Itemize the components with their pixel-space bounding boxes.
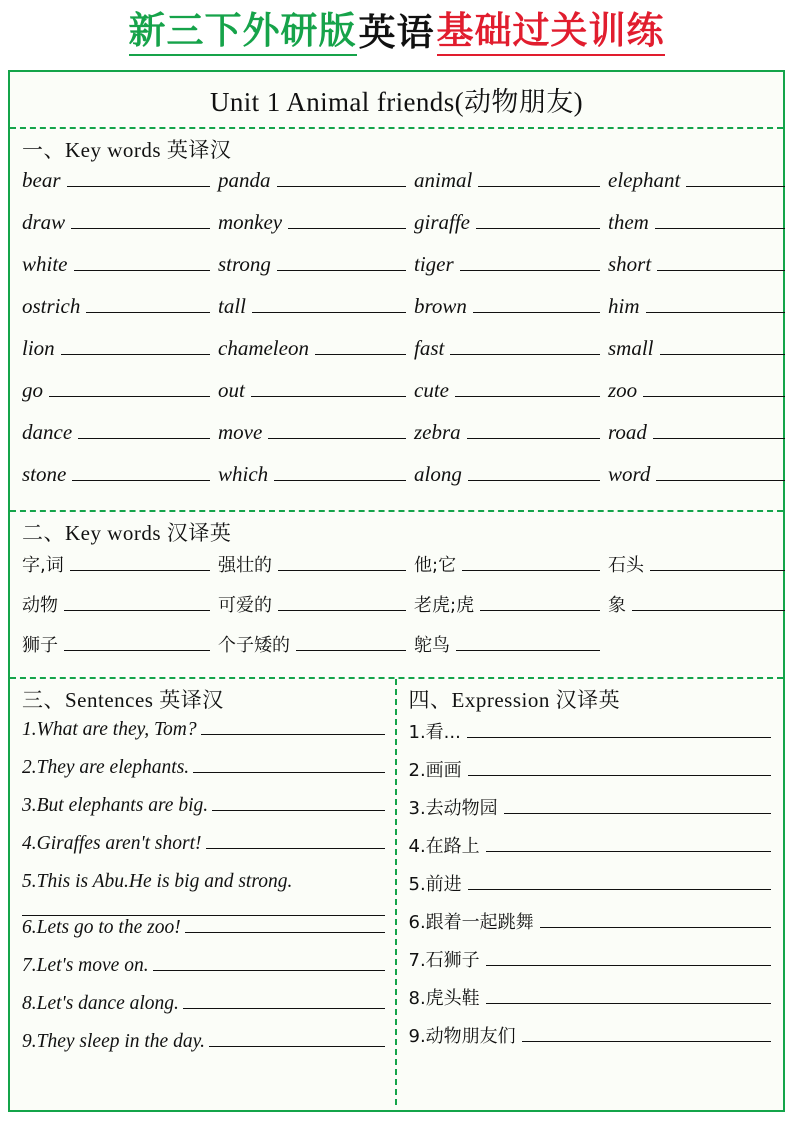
word-label: road xyxy=(608,420,647,444)
section-sentences xyxy=(10,679,397,1105)
answer-blank[interactable] xyxy=(656,462,785,481)
title-segment-red: 基础过关训练 xyxy=(437,13,665,56)
word-label: them xyxy=(608,210,649,234)
word-item xyxy=(414,336,608,378)
expression-text: 7.石狮子 xyxy=(408,950,480,971)
answer-blank[interactable] xyxy=(206,832,385,849)
word-label: ostrich xyxy=(22,294,81,318)
word-label: draw xyxy=(22,210,66,234)
word-item xyxy=(218,551,414,591)
word-item xyxy=(22,591,218,631)
word-label: 老虎;虎 xyxy=(414,595,475,616)
expression-item xyxy=(409,756,772,794)
unit-heading: Unit 1 Animal friends(动物朋友) xyxy=(10,72,783,129)
word-item xyxy=(22,378,218,420)
sentence-text: 8.Let's dance along. xyxy=(22,993,179,1015)
section4-expression-list xyxy=(397,716,784,1060)
sentence-item xyxy=(22,992,385,1030)
answer-blank[interactable] xyxy=(480,594,600,611)
word-item xyxy=(22,462,218,504)
word-label: bear xyxy=(22,168,61,192)
word-label: cute xyxy=(414,378,449,402)
answer-blank[interactable] xyxy=(486,987,771,1004)
word-item xyxy=(22,420,218,462)
word-item xyxy=(414,294,608,336)
word-item xyxy=(414,252,608,294)
section1-heading: 一、Key words 英译汉 xyxy=(22,138,232,162)
word-label: 狮子 xyxy=(22,635,58,656)
expression-text: 5.前进 xyxy=(408,874,462,895)
section-key-words-cn-en xyxy=(10,512,783,679)
word-label: go xyxy=(22,378,43,402)
answer-blank[interactable] xyxy=(67,168,211,187)
word-label: which xyxy=(218,462,269,486)
word-item xyxy=(608,378,793,420)
answer-blank[interactable] xyxy=(540,911,771,928)
word-label: along xyxy=(414,462,462,486)
word-item xyxy=(218,168,414,210)
answer-blank[interactable] xyxy=(74,252,211,271)
answer-blank[interactable] xyxy=(650,554,785,571)
word-label: giraffe xyxy=(414,210,470,234)
answer-blank[interactable] xyxy=(643,378,785,397)
word-item xyxy=(414,551,608,591)
answer-blank[interactable] xyxy=(462,554,600,571)
word-item xyxy=(22,210,218,252)
answer-blank[interactable] xyxy=(288,210,406,229)
answer-blank[interactable] xyxy=(274,462,406,481)
word-item xyxy=(218,252,414,294)
sentence-text: 7.Let's move on. xyxy=(22,955,149,977)
expression-item xyxy=(409,946,772,984)
expression-item xyxy=(409,984,772,1022)
answer-blank[interactable] xyxy=(277,168,407,187)
expression-text: 1.看... xyxy=(408,722,461,743)
word-item xyxy=(22,336,218,378)
expression-text: 9.动物朋友们 xyxy=(408,1026,516,1047)
answer-blank[interactable] xyxy=(22,894,385,916)
word-label: lion xyxy=(22,336,55,360)
word-label: 强壮的 xyxy=(218,555,272,576)
word-item xyxy=(218,210,414,252)
word-label: chameleon xyxy=(218,336,309,360)
answer-blank[interactable] xyxy=(504,797,771,814)
answer-blank[interactable] xyxy=(486,949,771,966)
section1-word-grid xyxy=(10,166,783,504)
word-item xyxy=(22,168,218,210)
word-label: 鸵鸟 xyxy=(414,635,450,656)
word-label: 动物 xyxy=(22,595,58,616)
word-label: strong xyxy=(218,252,271,276)
word-item xyxy=(218,294,414,336)
answer-blank[interactable] xyxy=(522,1025,771,1042)
answer-blank[interactable] xyxy=(278,594,406,611)
answer-blank[interactable] xyxy=(252,294,406,313)
answer-blank[interactable] xyxy=(460,252,600,271)
answer-blank[interactable] xyxy=(209,1030,384,1047)
answer-blank[interactable] xyxy=(251,378,406,397)
answer-blank[interactable] xyxy=(49,378,210,397)
expression-text: 3.去动物园 xyxy=(408,798,498,819)
answer-blank[interactable] xyxy=(632,594,785,611)
word-label: word xyxy=(608,462,651,486)
answer-blank[interactable] xyxy=(61,336,210,355)
sentence-text: 6.Lets go to the zoo! xyxy=(22,917,181,939)
word-item xyxy=(414,168,608,210)
sentence-text: 9.They sleep in the day. xyxy=(22,1031,206,1053)
word-item xyxy=(608,168,793,210)
sentence-text: 1.What are they, Tom? xyxy=(22,719,197,740)
answer-blank[interactable] xyxy=(72,462,210,481)
word-item xyxy=(22,551,218,591)
sentence-text: 5.This is Abu.He is big and strong. xyxy=(22,871,293,892)
word-label: tiger xyxy=(414,252,454,276)
section-key-words-en-cn xyxy=(10,129,783,512)
word-item xyxy=(218,631,414,671)
sentence-item xyxy=(22,916,385,954)
sentence-item xyxy=(22,756,385,794)
section2-heading: 二、Key words 汉译英 xyxy=(22,521,232,545)
word-item xyxy=(218,591,414,631)
answer-blank[interactable] xyxy=(655,210,785,229)
expression-item xyxy=(409,832,772,870)
answer-blank[interactable] xyxy=(450,336,600,355)
word-label: him xyxy=(608,294,640,318)
answer-blank[interactable] xyxy=(660,336,785,355)
worksheet-frame xyxy=(8,70,785,1112)
answer-blank[interactable] xyxy=(646,294,786,313)
section2-word-grid xyxy=(10,549,783,671)
sentence-item xyxy=(22,794,385,832)
word-item xyxy=(218,420,414,462)
word-label: tall xyxy=(218,294,247,318)
word-item xyxy=(414,462,608,504)
bottom-sections xyxy=(10,679,783,1105)
section4-heading: 四、Expression 汉译英 xyxy=(408,688,621,712)
expression-text: 2.画画 xyxy=(408,760,462,781)
answer-blank[interactable] xyxy=(278,554,406,571)
title-segment-green: 新三下外研版 xyxy=(129,13,357,56)
sentence-item xyxy=(22,870,385,916)
word-item xyxy=(608,252,793,294)
answer-blank[interactable] xyxy=(64,594,210,611)
word-item xyxy=(414,378,608,420)
answer-blank[interactable] xyxy=(486,835,771,852)
word-item xyxy=(218,378,414,420)
sentence-item xyxy=(22,832,385,870)
word-item xyxy=(608,210,793,252)
word-item xyxy=(22,631,218,671)
section3-heading: 三、Sentences 英译汉 xyxy=(22,688,224,712)
answer-blank[interactable] xyxy=(468,873,771,890)
answer-blank[interactable] xyxy=(467,420,600,439)
expression-text: 8.虎头鞋 xyxy=(408,988,480,1009)
word-label: zebra xyxy=(414,420,461,444)
sentence-text: 2.They are elephants. xyxy=(22,757,190,778)
answer-blank[interactable] xyxy=(185,916,385,933)
word-item xyxy=(608,420,793,462)
answer-blank[interactable] xyxy=(64,634,210,651)
answer-blank[interactable] xyxy=(86,294,210,313)
sentence-text: 4.Giraffes aren't short! xyxy=(22,833,202,854)
sentence-text: 3.But elephants are big. xyxy=(22,795,209,816)
expression-item xyxy=(409,794,772,832)
expression-item xyxy=(409,870,772,908)
answer-blank[interactable] xyxy=(686,168,785,187)
word-label: dance xyxy=(22,420,73,444)
section3-sentence-list xyxy=(10,716,395,1068)
answer-blank[interactable] xyxy=(468,462,600,481)
answer-blank[interactable] xyxy=(657,252,785,271)
word-label: fast xyxy=(414,336,445,360)
word-label: 字,词 xyxy=(22,555,64,576)
sentence-item xyxy=(22,1030,385,1068)
word-label: animal xyxy=(414,168,473,192)
word-item xyxy=(218,462,414,504)
answer-blank[interactable] xyxy=(296,634,406,651)
word-label: white xyxy=(22,252,68,276)
word-label: move xyxy=(218,420,263,444)
word-item xyxy=(608,591,793,631)
word-label: 象 xyxy=(608,595,626,616)
expression-item xyxy=(409,1022,772,1060)
answer-blank[interactable] xyxy=(456,634,600,651)
answer-blank[interactable] xyxy=(653,420,785,439)
word-item xyxy=(414,631,608,671)
answer-blank[interactable] xyxy=(183,992,385,1009)
word-label: elephant xyxy=(608,168,681,192)
word-item xyxy=(414,210,608,252)
word-item xyxy=(218,336,414,378)
answer-blank[interactable] xyxy=(277,252,406,271)
word-item xyxy=(608,551,793,591)
word-label: small xyxy=(608,336,654,360)
word-label: zoo xyxy=(608,378,638,402)
expression-text: 4.在路上 xyxy=(408,836,480,857)
expression-item xyxy=(409,718,772,756)
word-item xyxy=(608,462,793,504)
answer-blank[interactable] xyxy=(315,336,406,355)
word-item xyxy=(608,294,793,336)
sentence-item xyxy=(22,954,385,992)
word-label: stone xyxy=(22,462,67,486)
word-label: monkey xyxy=(218,210,283,234)
word-item xyxy=(22,252,218,294)
answer-blank[interactable] xyxy=(476,210,600,229)
expression-item xyxy=(409,908,772,946)
expression-text: 6.跟着一起跳舞 xyxy=(408,912,534,933)
word-label: 个子矮的 xyxy=(218,635,290,656)
word-item xyxy=(414,420,608,462)
answer-blank[interactable] xyxy=(70,554,210,571)
word-label: brown xyxy=(414,294,467,318)
title-segment-black: 英语 xyxy=(358,13,435,55)
word-item xyxy=(22,294,218,336)
answer-blank[interactable] xyxy=(212,794,384,811)
section-expressions xyxy=(397,679,784,1105)
word-label: short xyxy=(608,252,652,276)
answer-blank[interactable] xyxy=(153,954,385,971)
word-item xyxy=(608,336,793,378)
answer-blank[interactable] xyxy=(468,759,771,776)
answer-blank[interactable] xyxy=(201,718,385,735)
answer-blank[interactable] xyxy=(455,378,600,397)
word-item xyxy=(414,591,608,631)
page-title xyxy=(0,0,793,62)
answer-blank[interactable] xyxy=(78,420,210,439)
answer-blank[interactable] xyxy=(193,756,384,773)
answer-blank[interactable] xyxy=(467,721,771,738)
answer-blank[interactable] xyxy=(473,294,600,313)
word-item-empty xyxy=(608,631,793,671)
word-label: 可爱的 xyxy=(218,595,272,616)
word-label: out xyxy=(218,378,245,402)
word-label: 石头 xyxy=(608,555,644,576)
answer-blank[interactable] xyxy=(71,210,210,229)
word-label: panda xyxy=(218,168,271,192)
sentence-item xyxy=(22,718,385,756)
word-label: 他;它 xyxy=(414,555,457,576)
answer-blank[interactable] xyxy=(268,420,406,439)
answer-blank[interactable] xyxy=(478,168,600,187)
